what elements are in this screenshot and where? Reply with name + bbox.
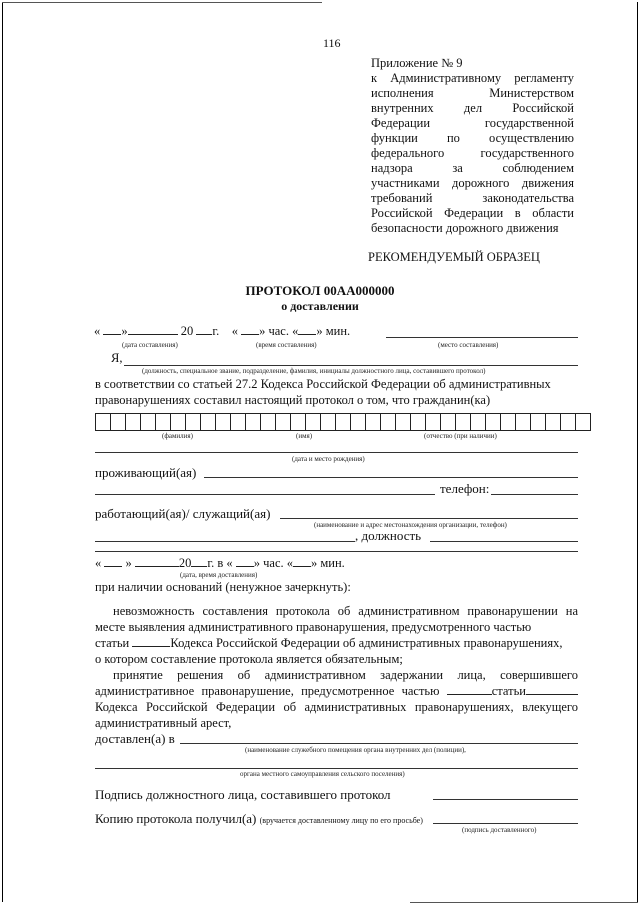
appendix-word: дорожного [451,176,510,190]
caption-officer: (должность, специальное звание, подразделение, фамилия, инициалы должностного лица, составившего протокол) [142,367,486,375]
letter-box[interactable] [140,413,156,431]
page-border-right [637,2,638,902]
appendix-word: соблюдением [502,161,574,175]
working-field[interactable] [280,518,578,519]
appendix-word: Российской [371,206,433,220]
birth-field[interactable] [95,452,578,453]
year-field[interactable] [196,323,212,335]
ground2-part-field[interactable] [447,683,492,695]
delivery-minute-field[interactable] [293,555,311,567]
appendix-word: государственной [484,116,574,130]
letter-box[interactable] [575,413,591,431]
page-border-top [2,2,322,3]
delivery-month-field[interactable] [135,555,179,567]
appendix-word: Федерации [371,116,431,130]
appendix-word: осуществлению [489,131,574,145]
residing-field-2[interactable] [95,494,435,495]
appendix-line [371,191,574,206]
letter-box[interactable] [95,413,111,431]
letter-box[interactable] [380,413,396,431]
appendix-word: дел [463,101,483,115]
working-field-2[interactable] [95,541,355,542]
place-field[interactable] [386,337,578,338]
position-label: , должность [355,528,422,543]
letter-box[interactable] [410,413,426,431]
letter-box[interactable] [185,413,201,431]
delivery-day-field[interactable] [104,555,122,567]
letter-box[interactable] [455,413,471,431]
letter-box[interactable] [260,413,276,431]
page-number: 116 [323,36,341,50]
caption-delivery-date: (дата, время доставления) [180,571,258,579]
intro-line-1: в соответствии со статьей 27.2 Кодекса Российской Федерации об административных [95,377,551,391]
appendix-line [371,131,574,146]
letter-box[interactable] [200,413,216,431]
appendix-word: Федерации [444,206,504,220]
letter-box[interactable] [470,413,486,431]
appendix-word: в [514,206,521,220]
name-letter-grid[interactable] [95,413,590,431]
letter-box[interactable] [365,413,381,431]
caption-birth: (дата и место рождения) [292,455,365,463]
caption-working: (наименование и адрес местонахождения организации, телефон) [314,521,507,529]
appendix-line [371,221,574,236]
residing-label: проживающий(ая) [95,465,197,480]
caption-place: (место составления) [438,341,499,349]
appendix-word: Административному [390,71,502,85]
appendix-word: за [452,161,463,175]
ground2-article-field[interactable] [526,683,578,695]
letter-box[interactable] [485,413,501,431]
appendix-word: движения [521,176,574,190]
letter-box[interactable] [515,413,531,431]
delivered-field-2[interactable] [95,768,578,769]
appendix-word: требований [371,191,433,205]
caption-surname: (фамилия) [162,432,193,440]
appendix-word: области [532,206,574,220]
phone-field[interactable] [491,494,578,495]
appendix-line [371,101,574,116]
intro-line-2: правонарушениях составил настоящий протокол о том, что гражданин(ка) [95,393,491,407]
appendix-line [371,56,574,71]
letter-box[interactable] [425,413,441,431]
appendix-word: федерального [371,146,445,160]
letter-box[interactable] [290,413,306,431]
officer-prefix: Я, [111,351,123,365]
caption-delivered-1: (наименование служебного помещения органа внутренних дел (полиции), [245,746,466,754]
letter-box[interactable] [320,413,336,431]
position-field[interactable] [430,541,578,542]
appendix-line [371,116,574,131]
letter-box[interactable] [170,413,186,431]
delivered-field[interactable] [180,743,578,744]
letter-box[interactable] [530,413,546,431]
separator-line [95,551,578,552]
appendix-word: по [446,131,460,145]
officer-signature-label: Подпись должностного лица, составившего протокол [95,787,391,802]
letter-box[interactable] [560,413,576,431]
phone-label: телефон: [440,481,490,496]
ground1-article-field[interactable] [132,635,170,647]
letter-box[interactable] [305,413,321,431]
letter-box[interactable] [500,413,516,431]
month-field[interactable] [128,323,178,335]
appendix-word: государственного [480,146,574,160]
letter-box[interactable] [245,413,261,431]
delivered-label: доставлен(а) в [95,731,175,746]
copy-received-row: Копию протокола получил(а) (вручается доставленному лицу по его просьбе) [95,811,423,826]
residing-field[interactable] [204,477,578,478]
appendix-line [371,176,574,191]
letter-box[interactable] [215,413,231,431]
appendix-word: Министерством [489,86,574,100]
appendix-word: регламенту [514,71,574,85]
caption-date: (дата составления) [122,341,178,349]
appendix-word: надзора [371,161,413,175]
copy-signature-field[interactable] [433,823,578,824]
letter-box[interactable] [155,413,171,431]
appendix-line [371,146,574,161]
delivery-hour-field[interactable] [236,555,254,567]
appendix-word: исполнения [371,86,434,100]
working-label: работающий(ая)/ служащий(ая) [95,506,271,521]
appendix-word: функции [371,131,418,145]
composition-date-row: « » 20 г. « » час. « » мин. [94,324,351,338]
ground-2: принятие решения об административном задержании лица, совершившего административное правонарушение, предусмотренное частью статьи Кодекса Российской Федерации об административных правонарушениях, влекущего административный арест, [95,668,578,730]
delivery-year-field[interactable] [191,555,207,567]
letter-box[interactable] [350,413,366,431]
caption-delivered-2: органа местного самоуправления сельского поселения) [240,770,405,778]
caption-patronymic: (отчество (при наличии) [424,432,497,440]
appendix-word: законодательства [482,191,574,205]
appendix-word: внутренних [371,101,434,115]
letter-box[interactable] [440,413,456,431]
page-border-bottom [410,902,638,903]
ground-1: невозможность составления протокола об административном правонарушении на месте выявления административного правонарушения, предусмотренного частью статьи Кодекса Российской Федерации об административных правонарушениях, о котором составление протокола является обязательным; [95,604,578,666]
appendix-line [371,206,574,221]
appendix-block [371,56,574,236]
officer-signature-field[interactable] [433,799,578,800]
caption-time: (время составления) [256,341,317,349]
appendix-word: участниками [371,176,440,190]
caption-copy-signature: (подпись доставленного) [462,826,537,834]
letter-box[interactable] [230,413,246,431]
letter-box[interactable] [125,413,141,431]
letter-box[interactable] [275,413,291,431]
protocol-title: ПРОТОКОЛ 00АА000000 [245,283,395,298]
appendix-word: Приложение № 9 [371,56,463,70]
caption-name: (имя) [296,432,313,440]
delivery-date-row: « » 20 г. в « » час. « » мин. [95,556,345,570]
appendix-line [371,86,574,101]
appendix-word: безопасности дорожного движения [371,221,559,235]
letter-box[interactable] [335,413,351,431]
grounds-label: при наличии оснований (ненужное зачеркнуть): [95,580,351,594]
appendix-word: Российской [512,101,574,115]
letter-box[interactable] [545,413,561,431]
letter-box[interactable] [110,413,126,431]
page-border-left [2,2,3,902]
appendix-word: к [371,71,378,85]
recommended-sample-label: РЕКОМЕНДУЕМЫЙ ОБРАЗЕЦ [368,250,540,264]
officer-field[interactable] [124,365,578,366]
letter-box[interactable] [395,413,411,431]
minute-field[interactable] [298,323,316,335]
appendix-line [371,161,574,176]
protocol-subtitle: о доставлении [281,299,359,313]
day-field[interactable] [103,323,121,335]
appendix-line [371,71,574,86]
hour-field[interactable] [241,323,259,335]
